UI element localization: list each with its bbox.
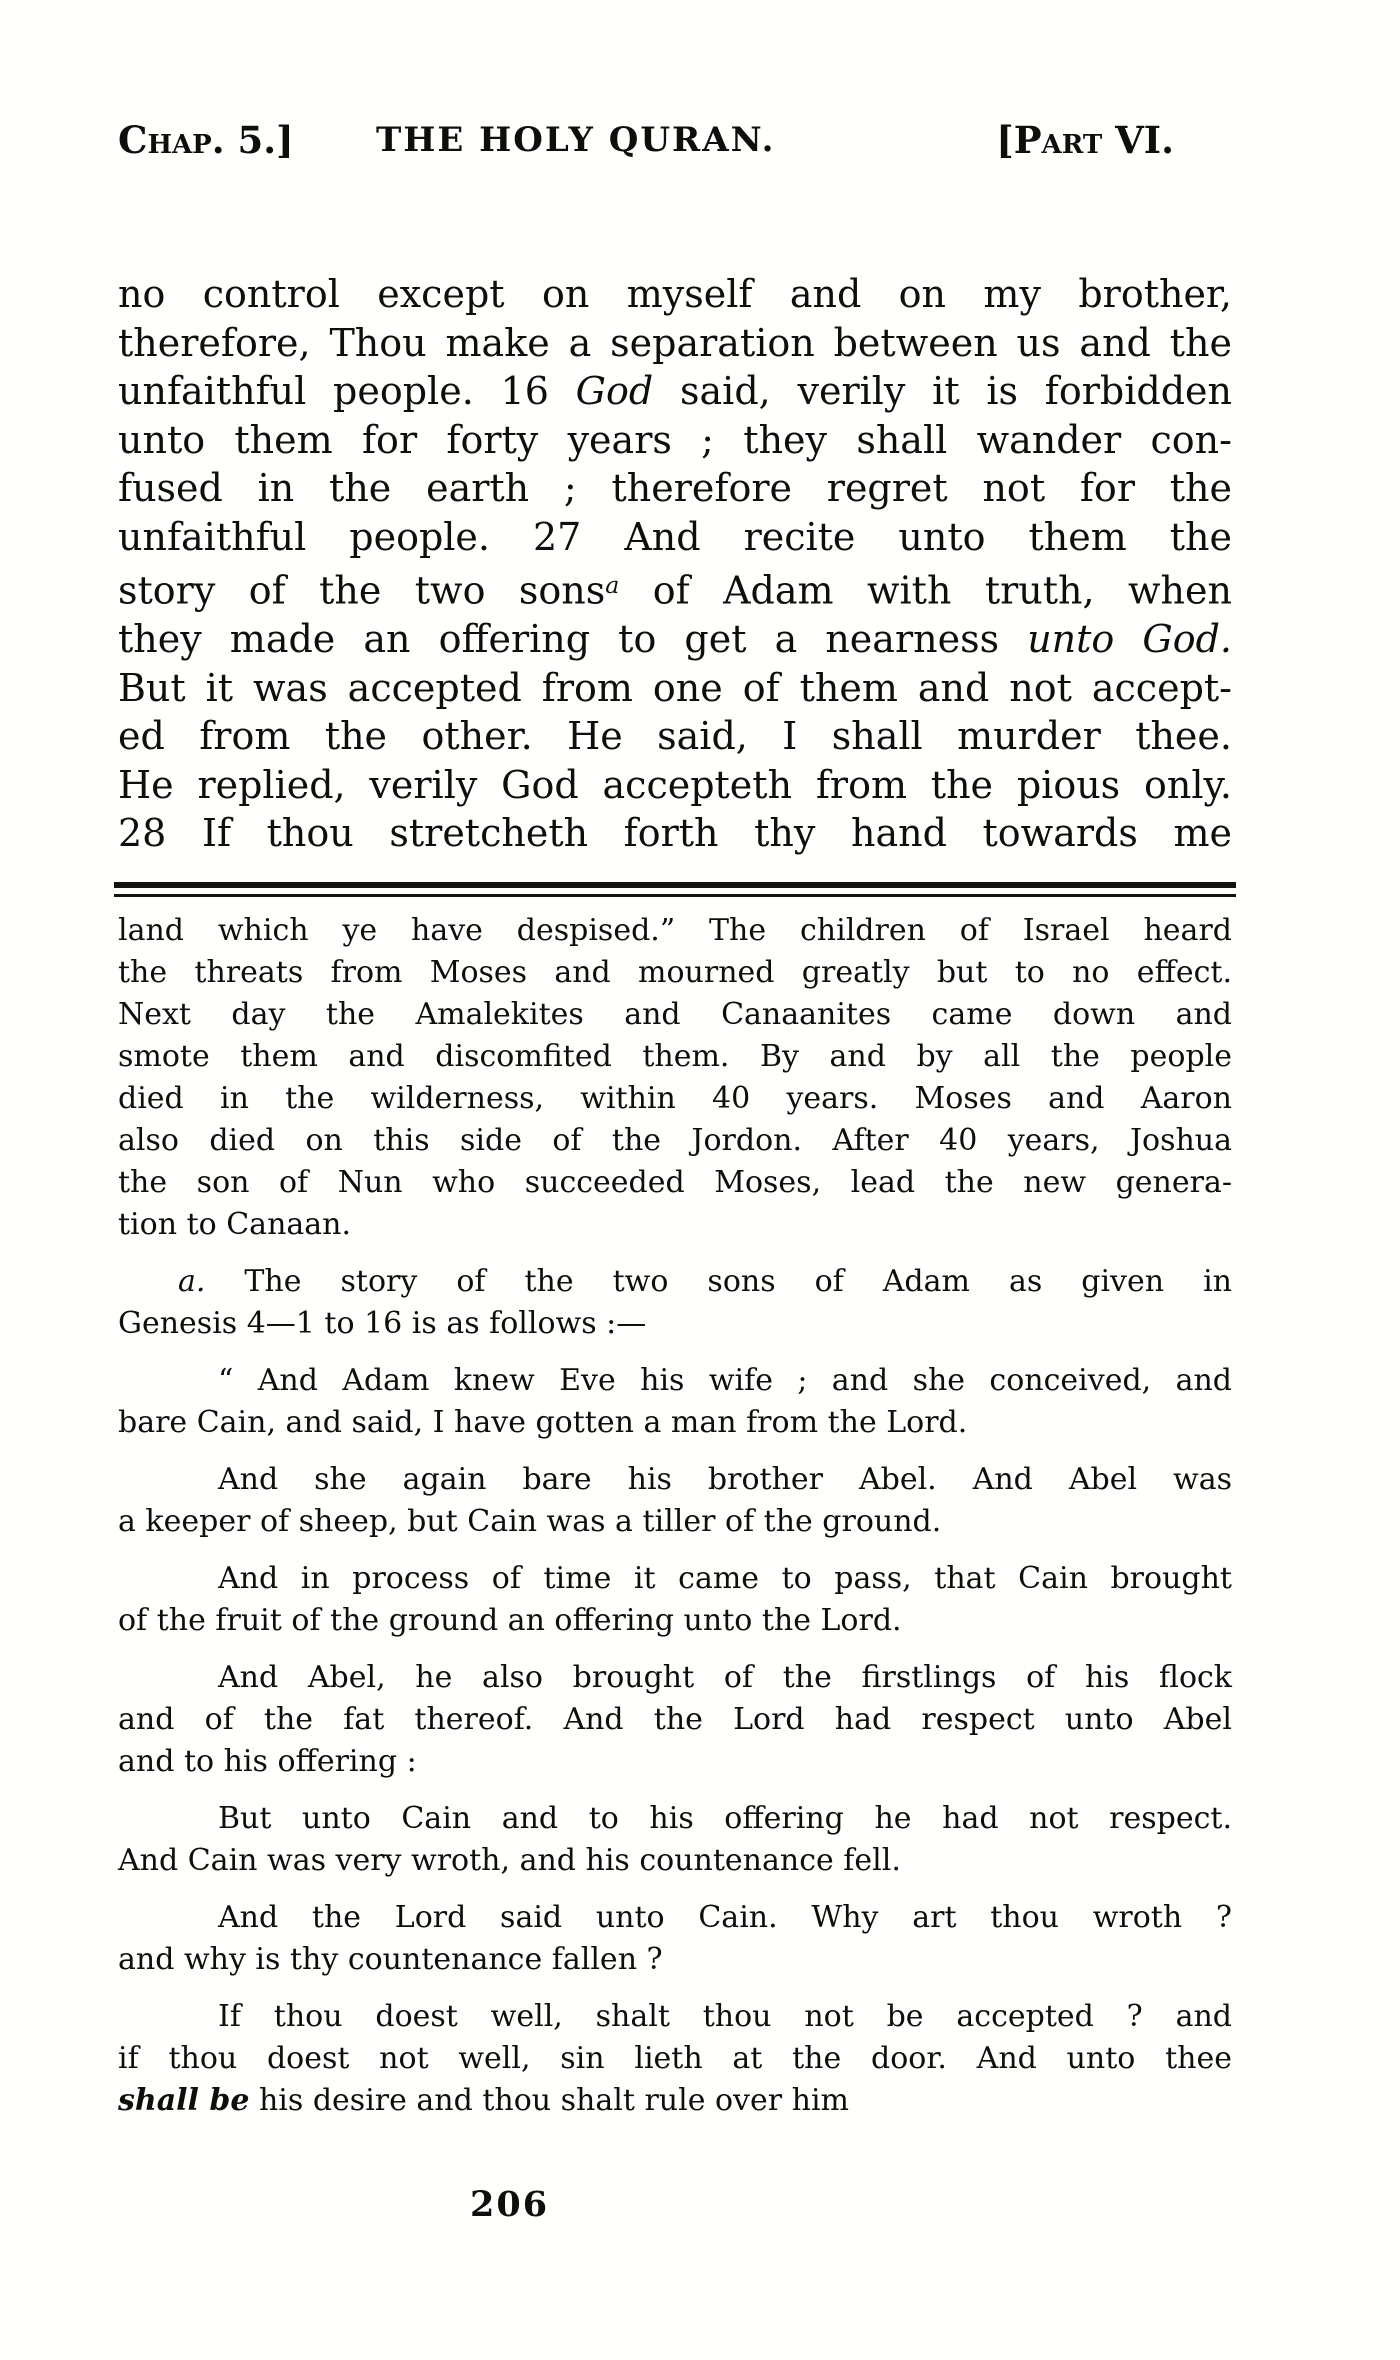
footnote-paragraph xyxy=(118,1897,1232,1981)
text-segment: the threats from Moses and mourned greatly but to no effect. xyxy=(118,955,1232,990)
text-segment: And the Lord said unto Cain. Why art thou wroth ? xyxy=(218,1900,1232,1935)
text-segment: and why is thy countenance fallen ? xyxy=(118,1942,663,1977)
text-line xyxy=(118,1204,1232,1246)
text-segment: He replied, verily God accepteth from the pious only. xyxy=(118,762,1232,807)
text-segment: and of the fat thereof. And the Lord had respect unto Abel xyxy=(118,1702,1232,1737)
text-segment: smote them and discomfited them. By and by all the people xyxy=(118,1039,1232,1074)
text-segment: story of the two sons xyxy=(118,568,606,613)
text-line xyxy=(118,994,1232,1036)
footnote-divider-bottom xyxy=(114,894,1236,897)
text-segment: If thou doest well, shalt thou not be accepted ? and xyxy=(218,1999,1232,2034)
text-segment: ed from the other. He said, I shall murder thee. xyxy=(118,714,1232,759)
text-segment: tion to Canaan. xyxy=(118,1207,352,1242)
text-segment: and to his offering : xyxy=(118,1744,417,1779)
footnote-paragraph xyxy=(118,1996,1232,2122)
text-segment: a keeper of sheep, but Cain was a tiller of the ground. xyxy=(118,1504,942,1539)
text-segment: And Abel, he also brought of the firstlings of his flock xyxy=(218,1660,1232,1695)
text-segment: And in process of time it came to pass, that Cain brought xyxy=(218,1561,1232,1596)
text-line xyxy=(118,1897,1232,1939)
page-header xyxy=(118,118,1232,172)
text-segment: his desire and thou shalt rule over him xyxy=(249,2083,849,2118)
text-line xyxy=(118,1939,1232,1981)
text-segment: if thou doest not well, sin lieth at the door. And unto thee xyxy=(118,2041,1232,2076)
text-line xyxy=(118,416,1232,465)
text-line xyxy=(118,1261,1232,1303)
text-segment-i: unto God. xyxy=(1027,617,1233,662)
text-segment: land which ye have despised.” The children of Israel heard xyxy=(118,913,1232,948)
text-segment-i: God xyxy=(575,369,654,413)
text-line xyxy=(118,1402,1232,1444)
footnote-paragraph xyxy=(118,1657,1232,1783)
text-line xyxy=(118,1501,1232,1543)
text-line xyxy=(118,1798,1232,1840)
text-line xyxy=(118,1459,1232,1501)
header-chapter: Chap. 5.] xyxy=(118,118,294,162)
main-text xyxy=(118,270,1232,858)
text-segment: unfaithful people. 16 xyxy=(118,369,576,413)
text-segment: But unto Cain and to his offering he had not respect. xyxy=(218,1801,1232,1836)
text-segment-bi: shall be xyxy=(118,2083,250,2118)
text-segment: of the fruit of the ground an offering unto the Lord. xyxy=(118,1603,902,1638)
text-line xyxy=(118,1741,1232,1783)
text-line xyxy=(118,367,1232,416)
footnote-paragraph xyxy=(118,910,1232,1246)
text-segment: they made an offering to get a nearness xyxy=(118,617,1028,662)
text-segment: unfaithful people. 27 And recite unto them the xyxy=(118,514,1232,559)
header-part: [Part VI. xyxy=(996,118,1174,162)
footnote-paragraph xyxy=(118,1261,1232,1345)
text-segment: no control except on myself and on my brother, xyxy=(118,272,1232,316)
page-number: 206 xyxy=(470,2184,550,2225)
footnote-paragraph xyxy=(118,1558,1232,1642)
text-segment: of Adam with truth, when xyxy=(619,568,1232,613)
footnote-divider-top xyxy=(114,882,1236,888)
text-segment: Next day the Amalekites and Canaanites came down and xyxy=(118,997,1232,1032)
text-line xyxy=(118,1657,1232,1699)
text-segment: fused in the earth ; therefore regret not for the xyxy=(118,466,1232,510)
text-segment: And Cain was very wroth, and his countenance fell. xyxy=(118,1843,901,1878)
text-segment: But it was accepted from one of them and not accept- xyxy=(118,665,1232,710)
text-line xyxy=(118,319,1232,368)
text-line xyxy=(118,761,1232,810)
text-segment: The story of the two sons of Adam as given in xyxy=(205,1264,1232,1299)
text-line xyxy=(118,270,1232,319)
text-line xyxy=(118,1120,1232,1162)
text-segment: bare Cain, and said, I have gotten a man from the Lord. xyxy=(118,1405,968,1440)
text-line xyxy=(118,1699,1232,1741)
footnote-paragraph xyxy=(118,1798,1232,1882)
text-line xyxy=(118,910,1232,952)
text-line xyxy=(118,513,1232,562)
text-line xyxy=(118,952,1232,994)
text-line xyxy=(118,1162,1232,1204)
text-segment: And she again bare his brother Abel. And Abel was xyxy=(218,1462,1232,1497)
text-segment: 28 If thou stretcheth forth thy hand towards me xyxy=(118,811,1232,856)
text-segment: also died on this side of the Jordon. After 40 years, Joshua xyxy=(118,1123,1232,1158)
text-line xyxy=(118,2038,1232,2080)
text-segment-sup: a xyxy=(605,571,620,599)
header-title: THE HOLY QURAN. xyxy=(376,120,776,160)
text-line xyxy=(118,664,1232,713)
text-segment: therefore, Thou make a separation between us and the xyxy=(118,320,1232,365)
text-line xyxy=(118,1840,1232,1882)
text-segment-i: a. xyxy=(178,1264,206,1299)
text-line xyxy=(118,1303,1232,1345)
text-line xyxy=(118,1078,1232,1120)
text-line xyxy=(118,615,1232,664)
text-line xyxy=(118,464,1232,513)
text-line xyxy=(118,1558,1232,1600)
text-segment: died in the wilderness, within 40 years. Moses and Aaron xyxy=(118,1081,1232,1116)
footnote-paragraph xyxy=(118,1360,1232,1444)
text-line xyxy=(118,561,1232,615)
text-line xyxy=(118,1996,1232,2038)
text-line xyxy=(118,2080,1232,2122)
text-segment: said, verily it is forbidden xyxy=(653,369,1232,413)
text-line xyxy=(118,1360,1232,1402)
text-segment: unto them for forty years ; they shall wander con- xyxy=(118,417,1232,462)
text-line xyxy=(118,712,1232,761)
text-segment: the son of Nun who succeeded Moses, lead the new genera- xyxy=(118,1165,1232,1200)
footnote-paragraph xyxy=(118,1459,1232,1543)
footnote-section xyxy=(118,904,1232,2122)
text-line xyxy=(118,809,1232,858)
text-segment: “ And Adam knew Eve his wife ; and she conceived, and xyxy=(218,1363,1232,1398)
text-line xyxy=(118,1600,1232,1642)
text-segment: Genesis 4—1 to 16 is as follows :— xyxy=(118,1306,647,1341)
text-line xyxy=(118,1036,1232,1078)
